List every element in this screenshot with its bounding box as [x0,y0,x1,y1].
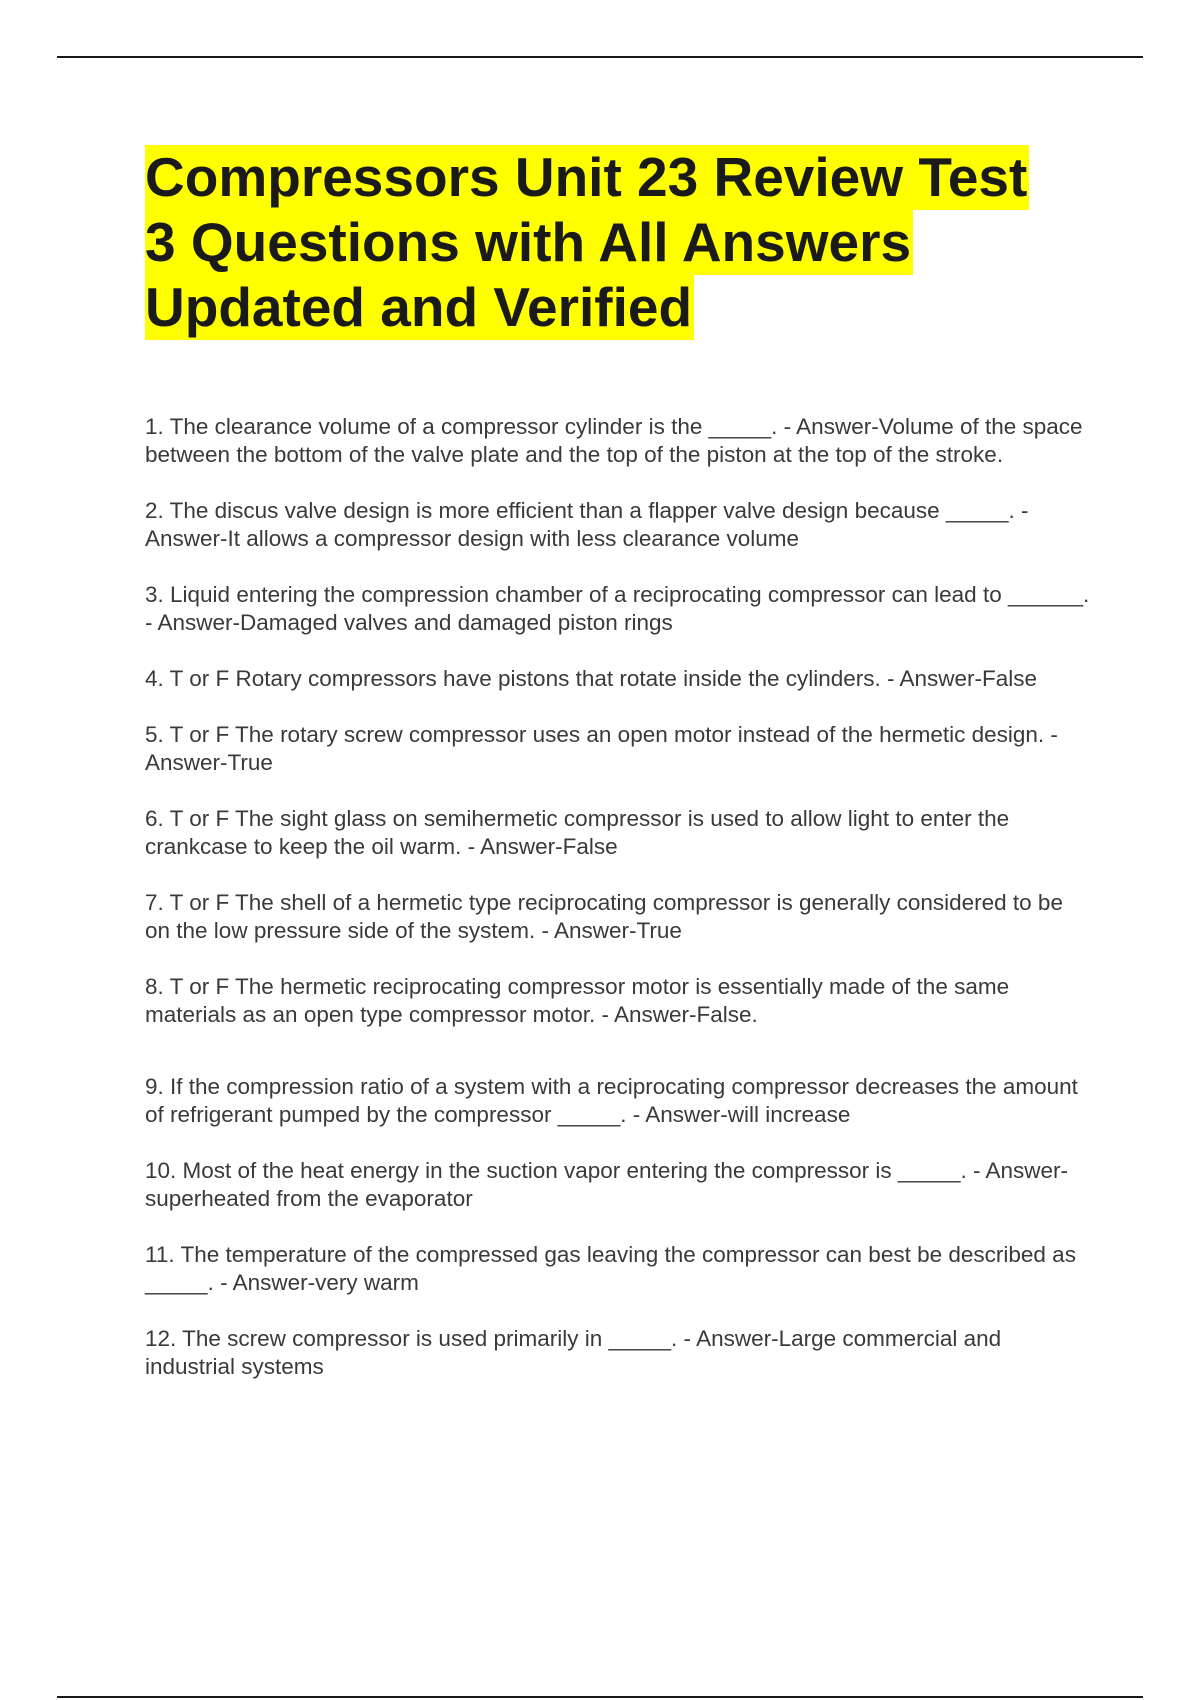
bottom-rule [57,1696,1143,1698]
question-8: 8. T or F The hermetic reciprocating compressor motor is essentially made of the same materials as an open type compressor motor. - Answer-False. [145,974,1010,1027]
question-11: 11. The temperature of the compressed gas leaving the compressor can best be described as _____. - Answer-very warm [145,1242,1076,1295]
title-line-3: Updated and Verified [145,276,693,338]
question-6: 6. T or F The sight glass on semihermetic compressor is used to allow light to enter the crankcase to keep the oil warm. - Answer-False [145,806,1010,859]
question-5: 5. T or F The rotary screw compressor uses an open motor instead of the hermetic design. - Answer-True [145,722,1058,775]
question-7: 7. T or F The shell of a hermetic type reciprocating compressor is generally considered to be on the low pressure side of the system. - Answer-True [145,890,1063,943]
question-9: 9. If the compression ratio of a system with a reciprocating compressor decreases the amount of refrigerant pumped by the compressor _____. - Answer-will increase [145,1074,1078,1127]
title-line-2: 3 Questions with All Answers [145,211,912,273]
top-rule [57,56,1143,58]
question-2: 2. The discus valve design is more efficient than a flapper valve design because _____. - Answer-It allows a compressor design with less clearance volume [145,498,1029,551]
title-line-1: Compressors Unit 23 Review Test [145,146,1028,208]
question-12: 12. The screw compressor is used primarily in _____. - Answer-Large commercial and industrial systems [145,1326,1002,1379]
question-10: 10. Most of the heat energy in the suction vapor entering the compressor is _____. - Answer-superheated from the evaporator [145,1158,1069,1211]
question-1: 1. The clearance volume of a compressor cylinder is the _____. - Answer-Volume of the space between the bottom of the valve plate and the top of the piston at the top of the stroke. [145,414,1083,467]
question-3: 3. Liquid entering the compression chamber of a reciprocating compressor can lead to ______. - Answer-Damaged valves and damaged piston rings [145,582,1090,635]
question-list [145,413,1090,1409]
document-title [145,145,1085,340]
question-4: 4. T or F Rotary compressors have pistons that rotate inside the cylinders. - Answer-False [145,666,1038,691]
